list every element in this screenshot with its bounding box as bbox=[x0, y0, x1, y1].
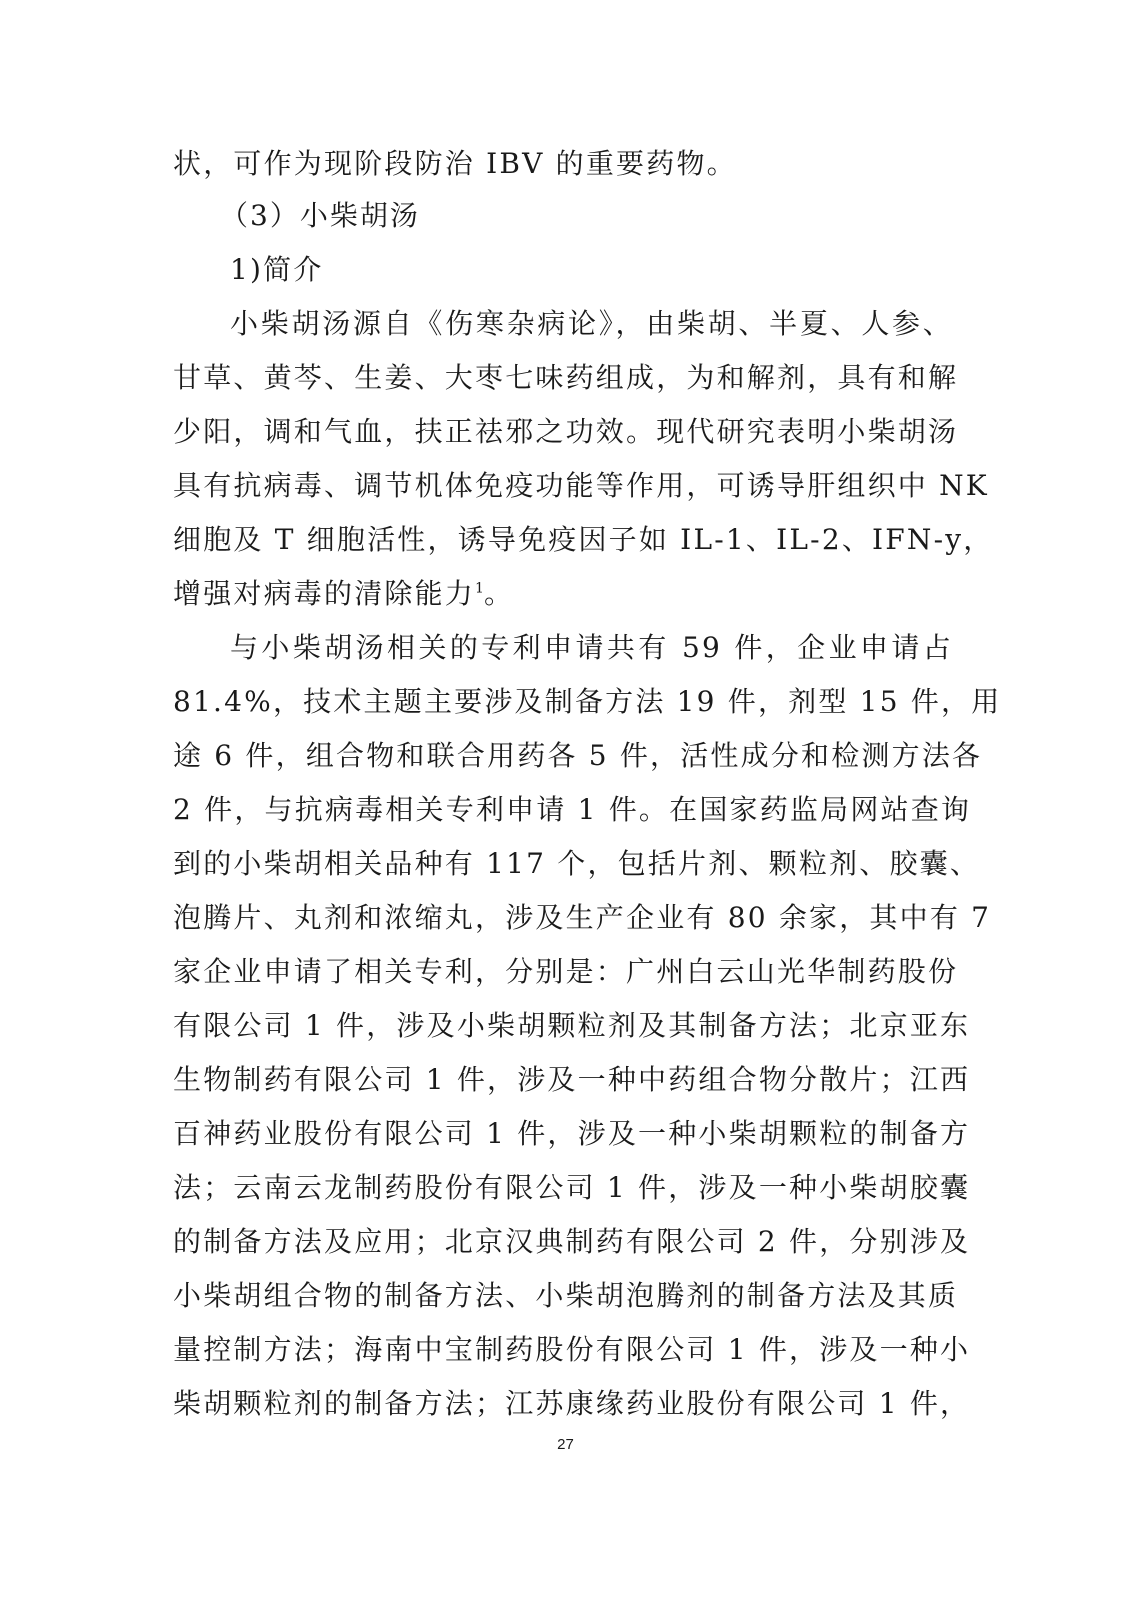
paragraph-text: 。 bbox=[483, 577, 515, 610]
paragraph-line: 有限公司 1 件，涉及小柴胡颗粒剂及其制备方法；北京亚东 bbox=[173, 1009, 971, 1042]
paragraph-line: 生物制药有限公司 1 件，涉及一种中药组合物分散片；江西 bbox=[173, 1063, 971, 1096]
paragraph-line: 的制备方法及应用；北京汉典制药有限公司 2 件，分别涉及 bbox=[173, 1225, 971, 1258]
paragraph-line: 家企业申请了相关专利，分别是：广州白云山光华制药股份 bbox=[173, 955, 959, 988]
paragraph-line: 途 6 件，组合物和联合用药各 5 件，活性成分和检测方法各 bbox=[173, 739, 983, 772]
text-line: 状，可作为现阶段防治 IBV 的重要药物。 bbox=[173, 147, 737, 180]
paragraph-line: 小柴胡组合物的制备方法、小柴胡泡腾剂的制备方法及其质 bbox=[173, 1279, 959, 1312]
paragraph-line: 甘草、黄芩、生姜、大枣七味药组成，为和解剂，具有和解 bbox=[173, 361, 959, 394]
paragraph-line: 小柴胡汤源自《伤寒杂病论》，由柴胡、半夏、人参、 bbox=[230, 307, 953, 340]
paragraph-line: 81.4%，技术主题主要涉及制备方法 19 件，剂型 15 件，用 bbox=[173, 685, 1002, 718]
paragraph-line: 到的小柴胡相关品种有 117 个，包括片剂、颗粒剂、胶囊、 bbox=[173, 847, 981, 880]
paragraph-line: 柴胡颗粒剂的制备方法；江苏康缘药业股份有限公司 1 件， bbox=[173, 1387, 971, 1420]
paragraph-line: 与小柴胡汤相关的专利申请共有 59 件，企业申请占 bbox=[230, 631, 953, 664]
paragraph-line bbox=[173, 574, 953, 614]
subsection-heading: 1)简介 bbox=[230, 253, 324, 286]
paragraph-text: 增强对病毒的清除能力 bbox=[173, 577, 476, 610]
footnote-reference: 1 bbox=[475, 580, 484, 597]
page-number: 27 bbox=[557, 1436, 574, 1453]
paragraph-line: 细胞及 T 细胞活性，诱导免疫因子如 IL-1、IL-2、IFN-y， bbox=[173, 523, 994, 556]
paragraph-line: 少阳，调和气血，扶正祛邪之功效。现代研究表明小柴胡汤 bbox=[173, 415, 959, 448]
paragraph-line: 2 件，与抗病毒相关专利申请 1 件。在国家药监局网站查询 bbox=[173, 793, 972, 826]
paragraph-line: 法；云南云龙制药股份有限公司 1 件，涉及一种小柴胡胶囊 bbox=[173, 1171, 971, 1204]
paragraph-line: 量控制方法；海南中宝制药股份有限公司 1 件，涉及一种小 bbox=[173, 1333, 971, 1366]
paragraph-line: 具有抗病毒、调节机体免疫功能等作用，可诱导肝组织中 NK bbox=[173, 469, 989, 502]
section-heading: （3）小柴胡汤 bbox=[220, 199, 420, 232]
paragraph-line: 泡腾片、丸剂和浓缩丸，涉及生产企业有 80 余家，其中有 7 bbox=[173, 901, 992, 934]
paragraph-line: 百神药业股份有限公司 1 件，涉及一种小柴胡颗粒的制备方 bbox=[173, 1117, 971, 1150]
